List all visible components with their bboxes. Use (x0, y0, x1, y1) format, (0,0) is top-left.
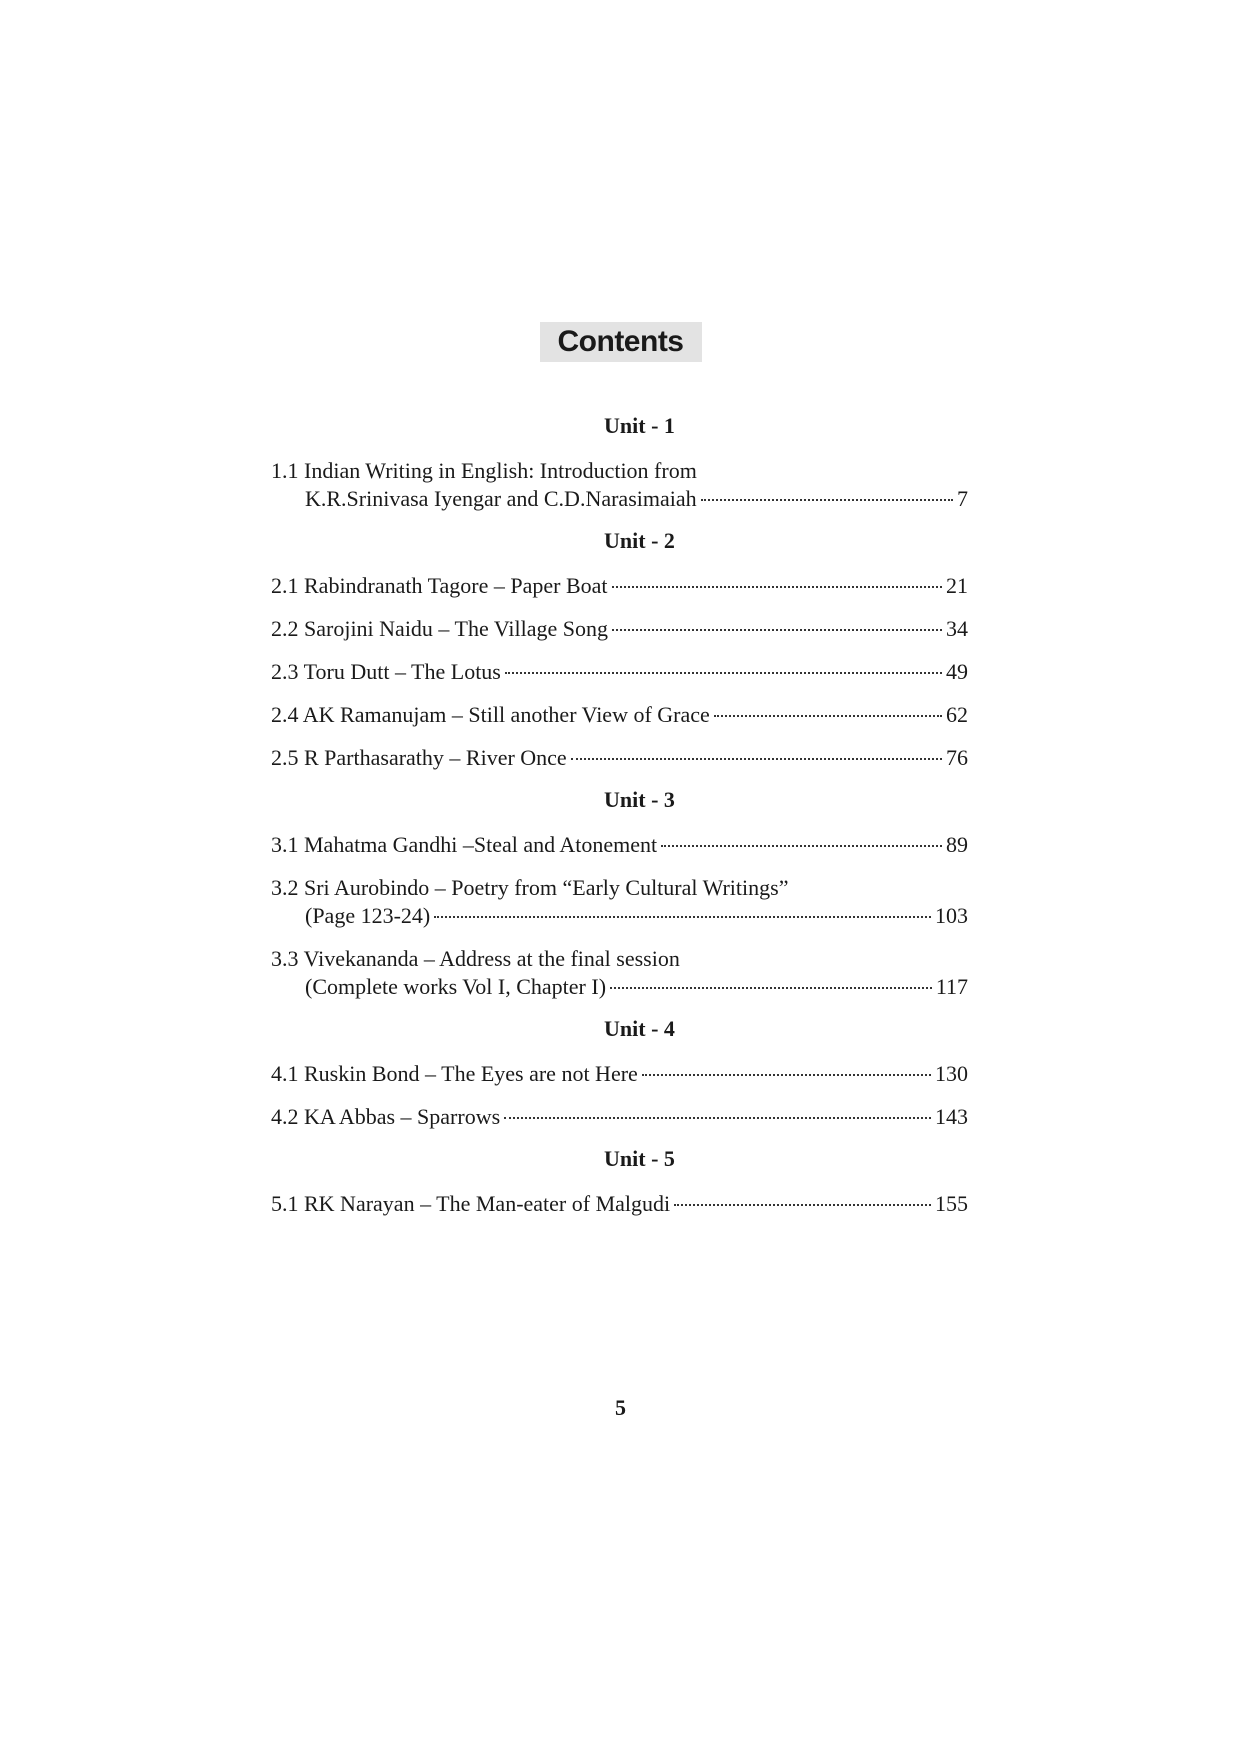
toc-entry[interactable] (271, 658, 968, 686)
entry-label: 2.3 Toru Dutt – The Lotus (271, 659, 501, 684)
toc-entry[interactable] (271, 615, 968, 643)
title-block (0, 322, 1241, 362)
entry-label: 4.2 KA Abbas – Sparrows (271, 1104, 501, 1129)
entry-title-line: 3.2 Sri Aurobindo – Poetry from “Early Cultural Writings” (271, 875, 789, 900)
entry-page-number: 89 (946, 832, 968, 857)
entry-label: 2.5 R Parthasarathy – River Once (271, 745, 567, 770)
unit-heading: Unit - 1 (604, 413, 675, 438)
entry-label: (Complete works Vol I, Chapter I) (305, 974, 607, 999)
page-number: 5 (615, 1395, 626, 1420)
entry-page-number: 117 (935, 974, 968, 999)
entry-leader-line (271, 485, 968, 513)
dot-leader (434, 916, 931, 918)
dot-leader (701, 499, 953, 501)
toc-entry[interactable] (271, 744, 968, 772)
entry-leader-line (271, 973, 968, 1001)
toc-entry[interactable] (271, 831, 968, 859)
unit-heading: Unit - 4 (604, 1016, 675, 1041)
unit-heading: Unit - 3 (604, 787, 675, 812)
dot-leader (610, 987, 932, 989)
entry-title-line: 3.3 Vivekananda – Address at the final session (271, 946, 680, 971)
entry-page-number: 130 (935, 1061, 968, 1086)
entry-leader-line (271, 572, 968, 600)
entry-leader-line (271, 831, 968, 859)
toc-entry[interactable] (271, 457, 968, 513)
dot-leader (612, 629, 942, 631)
toc-entry[interactable] (271, 1190, 968, 1218)
entry-leader-line (271, 1060, 968, 1088)
entry-leader-line (271, 902, 968, 930)
entry-leader-line (271, 1103, 968, 1131)
entry-page-number: 143 (935, 1104, 968, 1129)
unit-heading: Unit - 5 (604, 1146, 675, 1171)
toc-entry[interactable] (271, 1060, 968, 1088)
toc-entry[interactable] (271, 1103, 968, 1131)
entry-label: 5.1 RK Narayan – The Man-eater of Malgudi (271, 1191, 671, 1216)
entry-label: 2.2 Sarojini Naidu – The Village Song (271, 616, 609, 641)
dot-leader (674, 1204, 931, 1206)
table-of-contents (271, 412, 968, 1218)
entry-page-number: 7 (957, 486, 968, 511)
entry-leader-line (271, 744, 968, 772)
entry-leader-line (271, 701, 968, 729)
dot-leader (504, 1117, 931, 1119)
entry-label: 4.1 Ruskin Bond – The Eyes are not Here (271, 1061, 638, 1086)
entry-page-number: 21 (946, 573, 968, 598)
entry-page-number: 62 (946, 702, 968, 727)
unit-heading: Unit - 2 (604, 528, 675, 553)
entry-leader-line (271, 1190, 968, 1218)
entry-leader-line (271, 615, 968, 643)
entry-label: 3.1 Mahatma Gandhi –Steal and Atonement (271, 832, 658, 857)
toc-entry[interactable] (271, 874, 968, 930)
entry-page-number: 34 (946, 616, 968, 641)
entry-label: 2.4 AK Ramanujam – Still another View of Grace (271, 702, 710, 727)
dot-leader (642, 1074, 931, 1076)
entry-page-number: 76 (946, 745, 968, 770)
dot-leader (661, 845, 942, 847)
dot-leader (714, 715, 942, 717)
toc-entry[interactable] (271, 701, 968, 729)
entry-title-line: 1.1 Indian Writing in English: Introduction from (271, 458, 697, 483)
entry-leader-line (271, 658, 968, 686)
toc-entry[interactable] (271, 572, 968, 600)
toc-entry[interactable] (271, 945, 968, 1001)
dot-leader (612, 586, 942, 588)
entry-page-number: 49 (946, 659, 968, 684)
entry-label: K.R.Srinivasa Iyengar and C.D.Narasimaiah (305, 486, 697, 511)
entry-page-number: 103 (935, 903, 968, 928)
entry-label: 2.1 Rabindranath Tagore – Paper Boat (271, 573, 608, 598)
dot-leader (571, 758, 942, 760)
entry-page-number: 155 (935, 1191, 968, 1216)
entry-label: (Page 123-24) (305, 903, 431, 928)
page-title: Contents (540, 322, 702, 362)
dot-leader (505, 672, 942, 674)
